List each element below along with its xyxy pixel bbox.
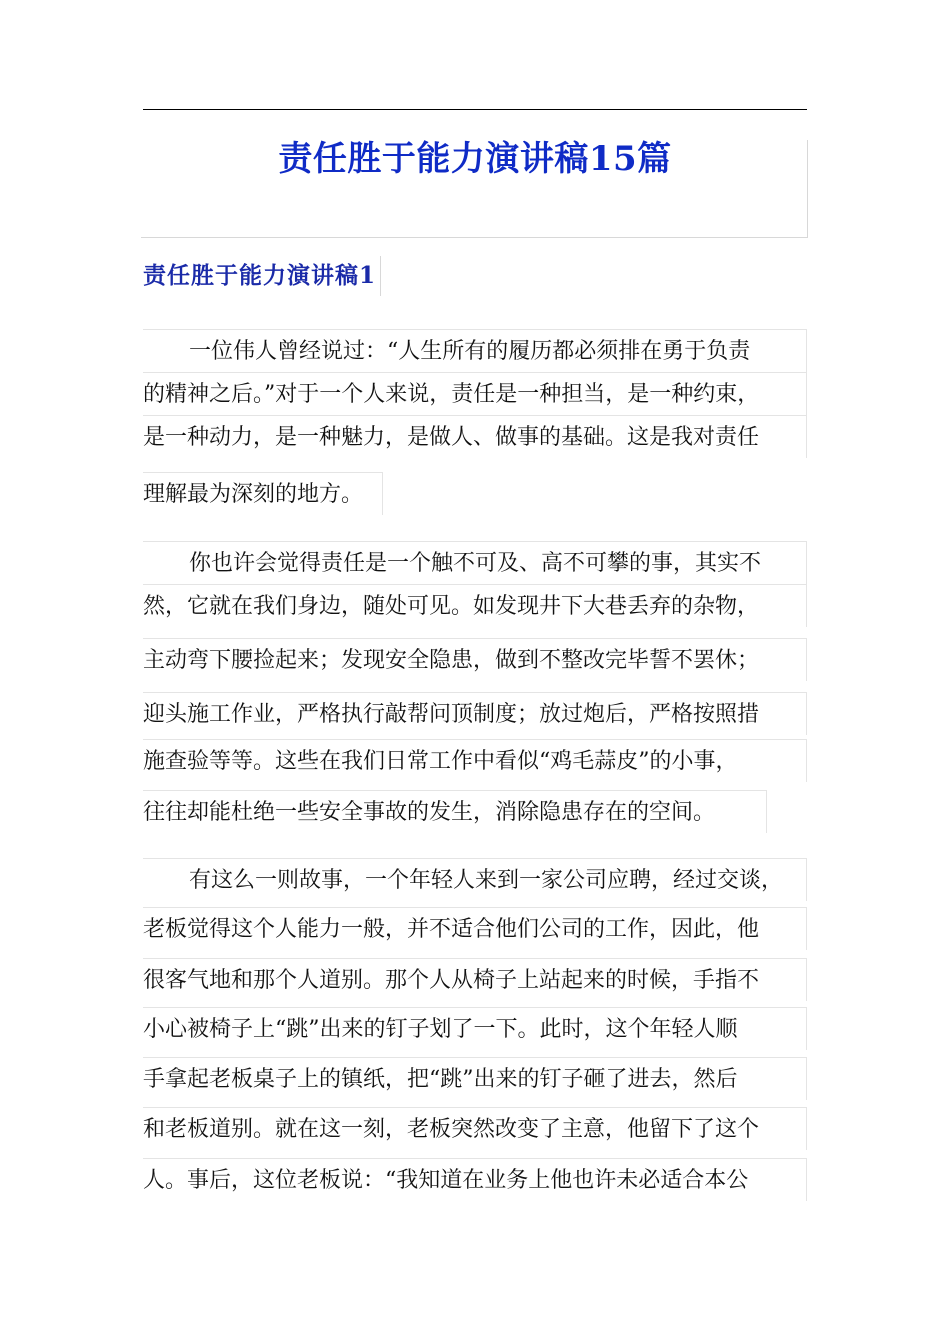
paragraph-2-line-2: 然，它就在我们身边，随处可见。如发现井下大巷丢弃的杂物， bbox=[143, 584, 807, 627]
paragraph-2-line-1: 你也许会觉得责任是一个触不可及、高不可攀的事，其实不 bbox=[143, 541, 807, 584]
paragraph-2-line-5: 施查验等等。这些在我们日常工作中看似“鸡毛蒜皮”的小事， bbox=[143, 739, 807, 782]
header-rule bbox=[143, 109, 807, 110]
paragraph-3-line-5: 手拿起老板桌子上的镇纸，把“跳”出来的钉子砸了进去，然后 bbox=[143, 1057, 807, 1100]
paragraph-2-line-4: 迎头施工作业，严格执行敲帮问顶制度；放过炮后，严格按照措 bbox=[143, 692, 807, 735]
paragraph-3-line-3: 很客气地和那个人道别。那个人从椅子上站起来的时候，手指不 bbox=[143, 958, 807, 1001]
paragraph-1-line-1: 一位伟人曾经说过：“人生所有的履历都必须排在勇于负责 bbox=[143, 329, 807, 372]
paragraph-3-line-4: 小心被椅子上“跳”出来的钉子划了一下。此时，这个年轻人顺 bbox=[143, 1007, 807, 1050]
paragraph-1-line-4: 理解最为深刻的地方。 bbox=[143, 472, 383, 515]
section-heading: 责任胜于能力演讲稿1 bbox=[143, 256, 381, 296]
paragraph-1-line-3: 是一种动力，是一种魅力，是做人、做事的基础。这是我对责任 bbox=[143, 415, 807, 458]
paragraph-2-line-6: 往往却能杜绝一些安全事故的发生，消除隐患存在的空间。 bbox=[143, 790, 767, 833]
paragraph-3-line-1: 有这么一则故事，一个年轻人来到一家公司应聘，经过交谈， bbox=[143, 858, 807, 901]
paragraph-3-line-7: 人。事后，这位老板说：“我知道在业务上他也许未必适合本公 bbox=[143, 1158, 807, 1201]
paragraph-1-line-2: 的精神之后。”对于一个人来说，责任是一种担当，是一种约束， bbox=[143, 372, 807, 415]
paragraph-3-line-2: 老板觉得这个人能力一般，并不适合他们公司的工作，因此，他 bbox=[143, 907, 807, 950]
document-title: 责任胜于能力演讲稿15篇 bbox=[278, 139, 672, 179]
paragraph-2-line-3: 主动弯下腰捡起来；发现安全隐患，做到不整改完毕誓不罢休； bbox=[143, 638, 807, 681]
paragraph-3-line-6: 和老板道别。就在这一刻，老板突然改变了主意，他留下了这个 bbox=[143, 1107, 807, 1150]
